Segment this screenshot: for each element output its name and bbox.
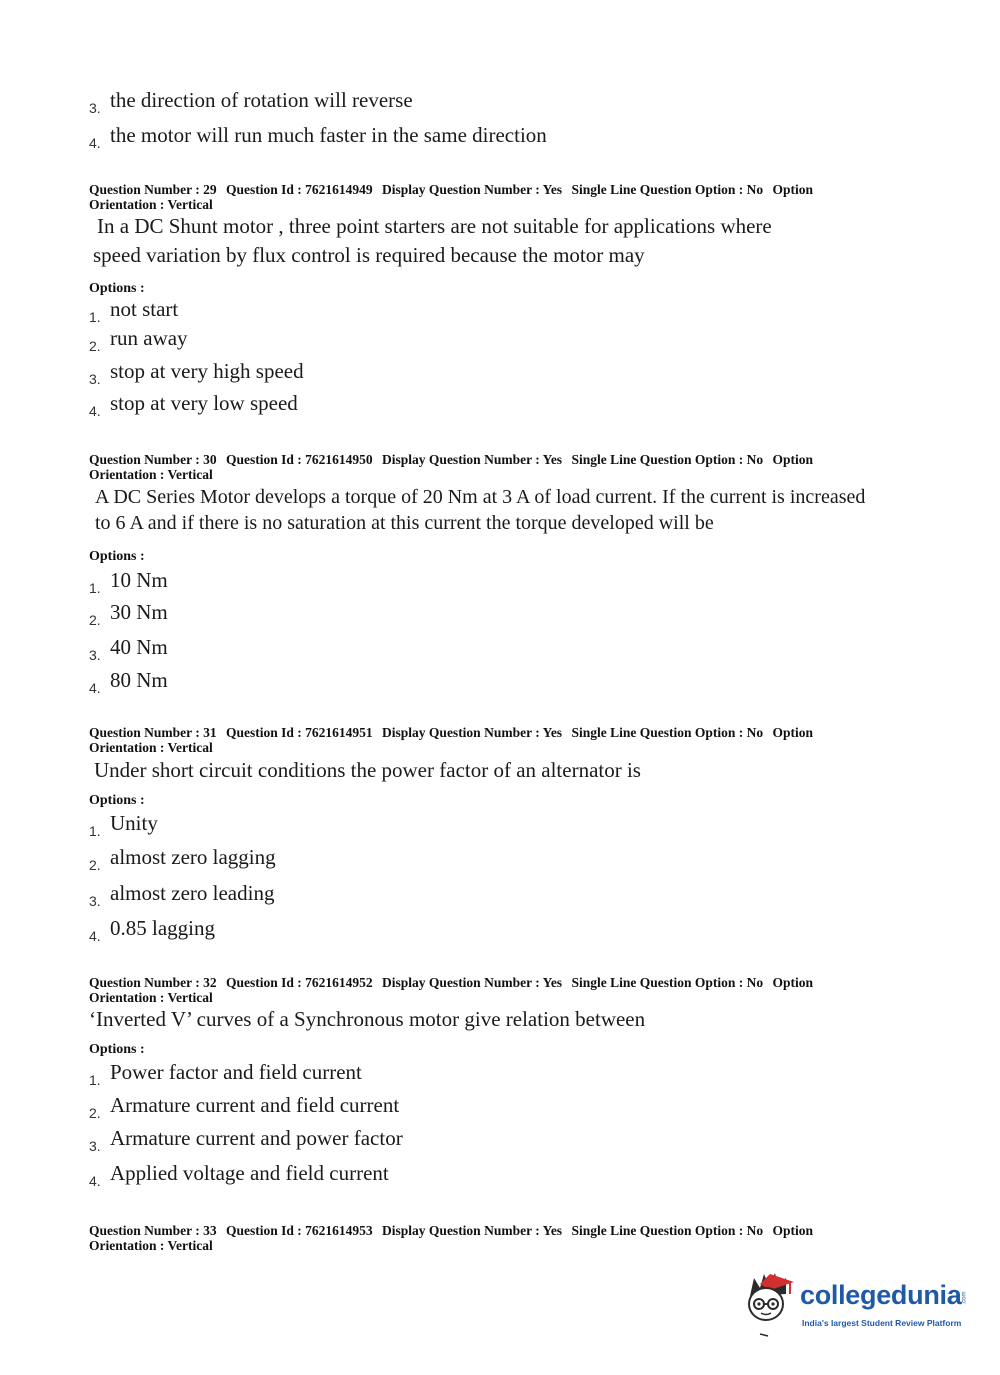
single-line-option: Single Line Question Option : No: [571, 725, 764, 740]
logo-com-text: .com: [961, 1291, 968, 1305]
option-text: almost zero leading: [110, 881, 275, 905]
option-number: 1.: [89, 580, 101, 596]
question-line: to 6 A and if there is no saturation at this current the torque developed will be: [95, 512, 714, 534]
option-text: Armature current and field current: [110, 1093, 400, 1117]
option-orientation-b: Orientation : Vertical: [89, 197, 213, 212]
question-line: Under short circuit conditions the power factor of an alternator is: [94, 758, 641, 782]
collegedunia-logo: [742, 1268, 972, 1340]
question-meta: [89, 182, 869, 212]
option-number: 1.: [89, 823, 101, 839]
option-number: 3.: [89, 1138, 101, 1154]
option-number: 4.: [89, 680, 101, 696]
options-label: Options :: [89, 549, 145, 564]
option-text: 10 Nm: [110, 568, 168, 592]
option-text: run away: [110, 326, 188, 350]
option-text: stop at very low speed: [110, 391, 298, 415]
option-number: 2.: [89, 1105, 101, 1121]
option-text: Armature current and power factor: [110, 1126, 403, 1150]
option-text: the direction of rotation will reverse: [110, 88, 413, 112]
option-orientation-a: Option: [772, 1223, 813, 1238]
option-text: Applied voltage and field current: [110, 1161, 389, 1185]
question-meta: [89, 1223, 869, 1253]
option-number: 2.: [89, 857, 101, 873]
logo-brand-text: collegedunia: [800, 1280, 962, 1310]
options-label: Options :: [89, 1042, 145, 1057]
question-line: ‘Inverted V’ curves of a Synchronous motor give relation between: [89, 1007, 646, 1031]
question-meta: [89, 725, 869, 755]
single-line-option: Single Line Question Option : No: [571, 975, 764, 990]
question-line: A DC Series Motor develops a torque of 20 Nm at 3 A of load current. If the current is increased: [95, 486, 866, 508]
option-text: 40 Nm: [110, 635, 168, 659]
question-number: Question Number : 33: [89, 1223, 217, 1238]
question-text: [95, 484, 925, 536]
option-number: 1.: [89, 1072, 101, 1088]
option-number: 4.: [89, 928, 101, 944]
option-number: 4.: [89, 1173, 101, 1189]
question-id: Question Id : 7621614951: [226, 725, 373, 740]
question-id: Question Id : 7621614953: [226, 1223, 373, 1238]
option-text: stop at very high speed: [110, 359, 304, 383]
question-number: Question Number : 30: [89, 452, 217, 467]
option-orientation-b: Orientation : Vertical: [89, 1238, 213, 1253]
question-number: Question Number : 29: [89, 182, 217, 197]
logo-tagline: India's largest Student Review Platform: [802, 1318, 962, 1328]
display-question-number: Display Question Number : Yes: [382, 452, 563, 467]
question-line: speed variation by flux control is required because the motor may: [93, 243, 645, 267]
single-line-option: Single Line Question Option : No: [571, 452, 764, 467]
option-text: the motor will run much faster in the same direction: [110, 123, 547, 147]
option-text: not start: [110, 297, 179, 321]
option-orientation-b: Orientation : Vertical: [89, 990, 213, 1005]
option-orientation-b: Orientation : Vertical: [89, 467, 213, 482]
display-question-number: Display Question Number : Yes: [382, 975, 563, 990]
question-id: Question Id : 7621614952: [226, 975, 373, 990]
option-text: 30 Nm: [110, 600, 168, 624]
option-number: 3.: [89, 371, 101, 387]
option-number: 1.: [89, 309, 101, 325]
option-number: 3.: [89, 100, 101, 116]
option-orientation-a: Option: [772, 182, 813, 197]
question-text: [93, 212, 927, 270]
question-line: In a DC Shunt motor , three point starters are not suitable for applications where: [97, 214, 772, 238]
question-meta: [89, 975, 869, 1005]
question-number: Question Number : 32: [89, 975, 217, 990]
option-number: 2.: [89, 612, 101, 628]
option-orientation-b: Orientation : Vertical: [89, 740, 213, 755]
options-label: Options :: [89, 281, 145, 296]
question-number: Question Number : 31: [89, 725, 217, 740]
option-orientation-a: Option: [772, 975, 813, 990]
question-id: Question Id : 7621614949: [226, 182, 373, 197]
question-text: [89, 1005, 919, 1034]
option-orientation-a: Option: [772, 452, 813, 467]
option-number: 4.: [89, 403, 101, 419]
question-text: [94, 756, 924, 785]
option-text: Power factor and field current: [110, 1060, 362, 1084]
display-question-number: Display Question Number : Yes: [382, 1223, 563, 1238]
option-text: 0.85 lagging: [110, 916, 215, 940]
option-orientation-a: Option: [772, 725, 813, 740]
question-id: Question Id : 7621614950: [226, 452, 373, 467]
display-question-number: Display Question Number : Yes: [382, 182, 563, 197]
option-text: almost zero lagging: [110, 845, 276, 869]
option-text: 80 Nm: [110, 668, 168, 692]
single-line-option: Single Line Question Option : No: [571, 1223, 764, 1238]
options-label: Options :: [89, 793, 145, 808]
option-number: 4.: [89, 135, 101, 151]
option-number: 3.: [89, 893, 101, 909]
option-text: Unity: [110, 811, 158, 835]
option-number: 2.: [89, 338, 101, 354]
option-number: 3.: [89, 647, 101, 663]
display-question-number: Display Question Number : Yes: [382, 725, 563, 740]
question-meta: [89, 452, 869, 482]
mascot-icon: [742, 1268, 802, 1340]
single-line-option: Single Line Question Option : No: [571, 182, 764, 197]
